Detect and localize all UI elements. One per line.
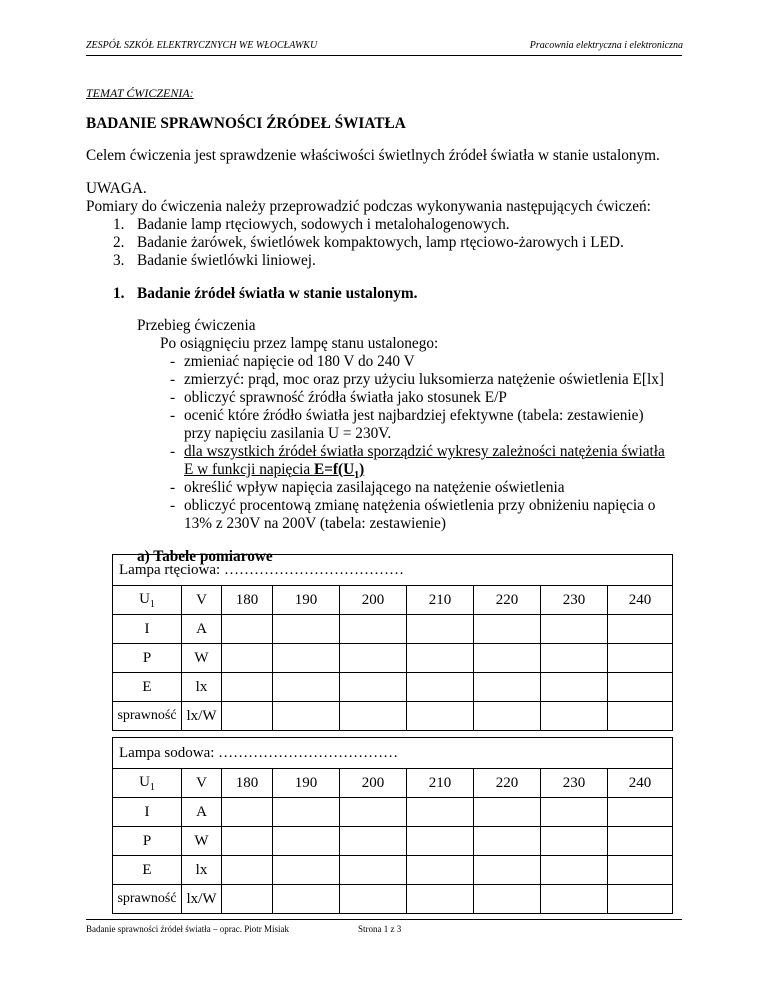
dash: -	[170, 497, 176, 514]
symbol-cell: P	[113, 827, 182, 856]
value-cell	[222, 798, 273, 827]
value-cell	[222, 856, 273, 885]
value-cell	[407, 673, 474, 702]
value-cell	[407, 702, 474, 731]
table-row	[113, 798, 673, 827]
value-cell	[541, 798, 608, 827]
value-cell	[222, 702, 273, 731]
page-title: BADANIE SPRAWNOŚCI ŹRÓDEŁ ŚWIATŁA	[86, 115, 406, 132]
value-cell	[340, 798, 407, 827]
dash: -	[170, 371, 176, 388]
value-cell	[340, 856, 407, 885]
symbol-cell: sprawność	[113, 885, 182, 914]
table-caption: Lampa sodowa: ………………………………	[113, 738, 673, 769]
value-cell	[340, 827, 407, 856]
voltage-cell: 220	[474, 769, 541, 798]
note-item: Badanie lamp rtęciowych, sodowych i metalohalogenowych.	[137, 216, 510, 233]
table-row	[113, 827, 673, 856]
course-intro: Po osiągnięciu przez lampę stanu ustalonego:	[160, 335, 439, 352]
value-cell	[273, 856, 340, 885]
footer-page-number: Strona 1 z 3	[358, 924, 402, 934]
course-step: zmieniać napięcie od 180 V do 240 V	[184, 353, 415, 370]
value-cell	[541, 615, 608, 644]
table-caption-row	[113, 738, 673, 769]
value-cell	[273, 702, 340, 731]
table-sodium-lamp	[112, 737, 673, 914]
value-cell	[541, 673, 608, 702]
table-row	[113, 885, 673, 914]
value-cell	[541, 885, 608, 914]
topic-label: TEMAT ĆWICZENIA:	[86, 86, 194, 100]
unit-cell: V	[182, 586, 222, 615]
value-cell	[541, 856, 608, 885]
value-cell	[407, 615, 474, 644]
unit-cell: lx	[182, 673, 222, 702]
value-cell	[474, 644, 541, 673]
value-cell	[608, 856, 673, 885]
value-cell	[222, 644, 273, 673]
note-item: Badanie świetlówki liniowej.	[137, 252, 316, 269]
course-step: ocenić które źródło światła jest najbardziej efektywne (tabela: zestawienie)	[184, 407, 644, 424]
value-cell	[273, 827, 340, 856]
header-school-name: ZESPÓŁ SZKÓŁ ELEKTRYCZNYCH WE WŁOCŁAWKU	[86, 40, 318, 51]
course-step: obliczyć procentową zmianę natężenia oświetlenia przy obniżeniu napięcia o	[184, 497, 656, 514]
course-step-text: E w funkcji napięcia	[184, 461, 314, 478]
value-cell	[541, 702, 608, 731]
note-label: UWAGA.	[86, 180, 147, 197]
note-item: Badanie żarówek, świetlówek kompaktowych, lamp rtęciowo-żarowych i LED.	[137, 234, 624, 251]
table-row	[113, 644, 673, 673]
voltage-cell: 230	[541, 769, 608, 798]
table-row	[113, 769, 673, 798]
unit-cell: lx/W	[182, 702, 222, 731]
table-row	[113, 702, 673, 731]
voltage-cell: 210	[407, 769, 474, 798]
dash: -	[170, 353, 176, 370]
footer-divider	[86, 919, 682, 920]
table-row	[113, 586, 673, 615]
unit-cell: A	[182, 615, 222, 644]
footer-author: Badanie sprawności źródeł światła – oprac. Piotr Misiak	[86, 924, 289, 934]
course-step: dla wszystkich źródeł światła sporządzić wykresy zależności natężenia światła	[184, 443, 665, 460]
note-item-number: 3.	[113, 252, 125, 269]
value-cell	[608, 615, 673, 644]
value-cell	[222, 827, 273, 856]
dash: -	[170, 443, 176, 460]
unit-cell: A	[182, 798, 222, 827]
value-cell	[407, 827, 474, 856]
symbol-cell: P	[113, 644, 182, 673]
unit-cell: W	[182, 827, 222, 856]
value-cell	[474, 856, 541, 885]
value-cell	[340, 673, 407, 702]
subsection-title: a) Tabele pomiarowe	[137, 548, 273, 565]
voltage-cell: 210	[407, 586, 474, 615]
course-step: określić wpływ napięcia zasilającego na natężenie oświetlenia	[184, 479, 565, 496]
table-mercury-lamp	[112, 554, 673, 731]
section-title: Badanie źródeł światła w stanie ustalonym.	[137, 285, 418, 302]
value-cell	[608, 702, 673, 731]
table-row	[113, 856, 673, 885]
unit-cell: W	[182, 644, 222, 673]
value-cell	[273, 673, 340, 702]
voltage-cell: 240	[608, 586, 673, 615]
table-caption: Lampa rtęciowa: ………………………………	[113, 555, 673, 586]
note-item-number: 1.	[113, 216, 125, 233]
value-cell	[340, 885, 407, 914]
value-cell	[273, 644, 340, 673]
voltage-cell: 220	[474, 586, 541, 615]
header-lab-name: Pracownia elektryczna i elektroniczna	[529, 40, 683, 51]
symbol-cell: I	[113, 615, 182, 644]
value-cell	[474, 827, 541, 856]
course-step: przy napięciu zasilania U = 230V.	[184, 425, 392, 442]
formula-subscript: 1	[354, 470, 360, 482]
value-cell	[340, 615, 407, 644]
course-step: obliczyć sprawność źródła światła jako stosunek E/P	[184, 389, 507, 406]
course-label: Przebieg ćwiczenia	[137, 317, 256, 334]
dash: -	[170, 389, 176, 406]
course-step: 13% z 230V na 200V (tabela: zestawienie)	[184, 515, 446, 532]
value-cell	[273, 798, 340, 827]
value-cell	[474, 615, 541, 644]
course-step: zmierzyć: prąd, moc oraz przy użyciu luksomierza natężenie oświetlenia E[lx]	[184, 371, 664, 388]
symbol-cell: $U_1$	[113, 769, 182, 798]
value-cell	[474, 673, 541, 702]
table-caption-row	[113, 555, 673, 586]
value-cell	[222, 615, 273, 644]
value-cell	[608, 827, 673, 856]
value-cell	[407, 644, 474, 673]
unit-cell: lx	[182, 856, 222, 885]
unit-cell: lx/W	[182, 885, 222, 914]
header-divider	[86, 55, 682, 56]
dash: -	[170, 479, 176, 496]
symbol-cell: E	[113, 856, 182, 885]
voltage-cell: 240	[608, 769, 673, 798]
value-cell	[407, 798, 474, 827]
value-cell	[474, 798, 541, 827]
voltage-cell: 190	[273, 769, 340, 798]
voltage-cell: 190	[273, 586, 340, 615]
value-cell	[541, 827, 608, 856]
voltage-cell: 180	[222, 586, 273, 615]
note-intro: Pomiary do ćwiczenia należy przeprowadzić podczas wykonywania następujących ćwiczeń:	[86, 198, 651, 215]
value-cell	[608, 644, 673, 673]
section-number: 1.	[113, 285, 125, 302]
value-cell	[608, 885, 673, 914]
value-cell	[407, 856, 474, 885]
formula-text: E=f(U	[313, 461, 355, 478]
table-row	[113, 673, 673, 702]
dash: -	[170, 407, 176, 424]
unit-cell: V	[182, 769, 222, 798]
symbol-cell: E	[113, 673, 182, 702]
symbol-cell: I	[113, 798, 182, 827]
value-cell	[608, 673, 673, 702]
symbol-cell: sprawność	[113, 702, 182, 731]
table-row	[113, 615, 673, 644]
note-item-number: 2.	[113, 234, 125, 251]
voltage-cell: 180	[222, 769, 273, 798]
value-cell	[474, 702, 541, 731]
value-cell	[541, 644, 608, 673]
value-cell	[222, 885, 273, 914]
formula-close: )	[359, 461, 365, 478]
voltage-cell: 200	[340, 769, 407, 798]
value-cell	[340, 644, 407, 673]
symbol-cell: $U_1$	[113, 586, 182, 615]
value-cell	[407, 885, 474, 914]
goal-paragraph: Celem ćwiczenia jest sprawdzenie właściwości świetlnych źródeł światła w stanie ustalonym.	[86, 147, 660, 164]
value-cell	[273, 885, 340, 914]
voltage-cell: 230	[541, 586, 608, 615]
voltage-cell: 200	[340, 586, 407, 615]
value-cell	[273, 615, 340, 644]
value-cell	[474, 885, 541, 914]
value-cell	[222, 673, 273, 702]
value-cell	[340, 702, 407, 731]
value-cell	[608, 798, 673, 827]
